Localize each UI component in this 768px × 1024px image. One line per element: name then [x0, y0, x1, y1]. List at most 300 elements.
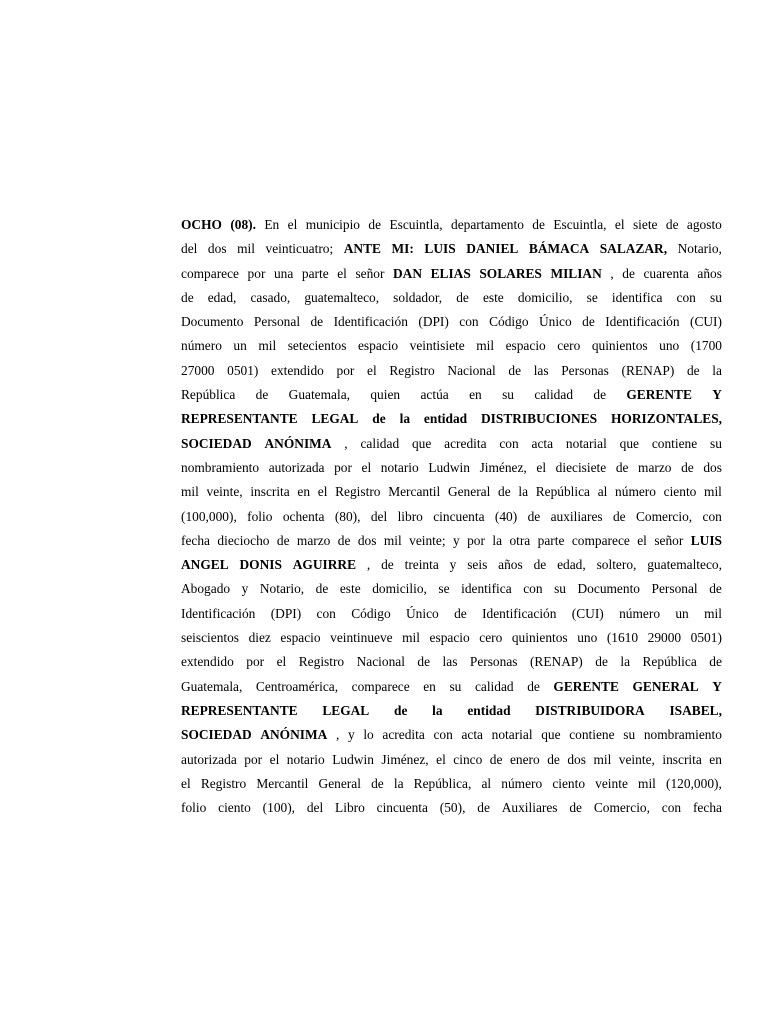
text-line — [181, 213, 722, 237]
word: de — [612, 508, 626, 524]
word: cincuenta — [433, 508, 485, 524]
word: dos — [207, 241, 227, 257]
text-line — [181, 796, 722, 820]
word: (CUI) — [571, 605, 604, 621]
word: Jiménez, — [381, 751, 429, 767]
bold-word: LEGAL — [322, 702, 370, 718]
word: guatemalteco, — [647, 557, 722, 573]
word: Documento — [181, 314, 244, 330]
word: inscrita — [250, 484, 290, 500]
word: comparece — [181, 265, 239, 281]
text-line — [181, 505, 722, 529]
word: mil — [181, 484, 199, 500]
bold-word: Y — [712, 678, 722, 694]
word: la — [518, 484, 529, 500]
text-line — [181, 407, 722, 431]
text-line — [181, 723, 722, 747]
word: de — [582, 314, 595, 330]
word: de — [489, 751, 503, 767]
word: otra — [509, 532, 531, 548]
bold-word: (08). — [230, 217, 256, 232]
word: en — [709, 751, 722, 767]
bold-word: GENERAL — [632, 678, 699, 694]
word: 27000 — [181, 362, 215, 378]
word: con — [459, 314, 479, 330]
word: y — [449, 557, 457, 573]
word: notario — [380, 459, 419, 475]
word: identifica — [611, 289, 663, 305]
word: municipio — [305, 217, 361, 232]
word: del — [306, 800, 324, 816]
word: fecha — [181, 532, 210, 548]
bold-word: ANTE — [343, 241, 381, 257]
word: agosto — [686, 217, 722, 232]
word: Mercantil — [256, 775, 309, 791]
text-line — [181, 237, 722, 261]
word: veinte, — [618, 751, 655, 767]
word: Abogado — [181, 581, 231, 597]
word: cuarenta — [643, 265, 689, 281]
word: este — [339, 581, 361, 597]
text-line — [181, 699, 722, 723]
text-line — [181, 456, 722, 480]
word: uno — [659, 338, 680, 354]
word: actúa — [420, 387, 449, 403]
word: en — [297, 484, 311, 500]
word: (1700 — [690, 338, 722, 354]
word: identifica — [461, 581, 512, 597]
word: parte — [301, 265, 329, 281]
word: la — [393, 775, 404, 791]
word: notarial — [491, 727, 533, 743]
word: uno — [577, 630, 598, 646]
word: veinticuatro; — [265, 241, 334, 257]
word: al — [597, 484, 608, 500]
word: notarial — [565, 435, 607, 451]
word: Único — [538, 314, 572, 330]
text-line — [181, 334, 722, 358]
word: ciento — [552, 775, 586, 791]
word: la — [620, 654, 631, 670]
bold-word: LEGAL — [311, 411, 359, 427]
word: Comercio, — [635, 508, 693, 524]
word: General — [318, 775, 361, 791]
word: de — [371, 775, 384, 791]
word: de — [417, 654, 431, 670]
bold-word: SOLARES — [479, 265, 542, 281]
word: , — [366, 557, 371, 573]
word: las — [533, 362, 549, 378]
word: Personas — [561, 362, 609, 378]
word: de — [276, 532, 290, 548]
word: con — [702, 508, 722, 524]
word: este — [482, 289, 504, 305]
word: espacio — [357, 338, 399, 354]
word: por — [336, 362, 355, 378]
bold-word: de — [394, 702, 408, 718]
word: de — [315, 581, 329, 597]
word: autorizada — [181, 751, 237, 767]
word: 0501) — [227, 362, 259, 378]
word: veintisiete — [409, 338, 465, 354]
word: quinientos — [511, 630, 568, 646]
word: dieciocho — [217, 532, 270, 548]
word: de — [681, 459, 694, 475]
word: (120,000), — [666, 775, 722, 791]
word: Centroamérica, — [255, 678, 339, 694]
word: de — [508, 362, 522, 378]
word: de — [337, 532, 351, 548]
text-line — [181, 675, 722, 699]
word: Nacional — [447, 362, 496, 378]
bold-word: SOCIEDAD — [181, 727, 252, 743]
word: las — [442, 654, 458, 670]
word: , — [344, 435, 348, 451]
bold-word: DAN — [393, 265, 423, 281]
word: domicilio, — [372, 581, 427, 597]
bold-word: DANIEL — [466, 241, 519, 257]
bold-word: entidad — [467, 702, 511, 718]
word: nombramiento — [181, 459, 260, 475]
word: de — [456, 289, 469, 305]
text-line — [181, 602, 722, 626]
word: notario — [286, 751, 325, 767]
word: al — [481, 775, 492, 791]
word: años — [697, 265, 722, 281]
word: (50), — [439, 800, 466, 816]
word: domicilio, — [517, 289, 573, 305]
word: el — [337, 265, 347, 281]
word: de — [532, 217, 545, 232]
word: folio — [181, 800, 207, 816]
word: Escuintla, — [389, 217, 443, 232]
word: número — [501, 775, 543, 791]
word: Identificación — [181, 605, 256, 621]
word: de — [665, 217, 679, 232]
word: (RENAP) — [621, 362, 675, 378]
word: acredita — [382, 727, 425, 743]
bold-word: ANÓNIMA — [260, 727, 328, 743]
text-line — [181, 286, 722, 310]
word: Identificación — [605, 314, 680, 330]
bold-word: REPRESENTANTE — [181, 411, 298, 427]
word: calidad — [474, 678, 514, 694]
word: Registro — [335, 484, 381, 500]
word: autorizada — [268, 459, 325, 475]
word: contiene — [569, 727, 615, 743]
word: con — [523, 581, 543, 597]
bold-word: GERENTE — [553, 678, 619, 694]
word: comparece — [571, 532, 630, 548]
word: 29000 — [647, 630, 682, 646]
word: señor — [355, 265, 385, 281]
word: de — [477, 800, 490, 816]
bold-word: AGUIRRE — [292, 557, 357, 573]
word: se — [586, 289, 598, 305]
bold-word: ELIAS — [430, 265, 471, 281]
bold-word: la — [399, 411, 411, 427]
word: auxiliares — [550, 508, 603, 524]
word: quinientos — [591, 338, 648, 354]
word: del — [370, 508, 388, 524]
word: el — [637, 532, 647, 548]
word: la — [712, 362, 722, 378]
word: con — [316, 605, 336, 621]
word: (CUI) — [690, 314, 722, 330]
word: el — [361, 459, 372, 475]
word: ciento — [663, 484, 697, 500]
word: espacio — [429, 630, 470, 646]
bold-word: ISABEL, — [669, 702, 722, 718]
bold-word: MI: — [391, 241, 414, 257]
word: número — [181, 338, 222, 354]
word: su — [623, 727, 636, 743]
word: dos — [357, 532, 377, 548]
word: casado, — [250, 289, 291, 305]
word: número — [619, 605, 661, 621]
word: seiscientos — [181, 630, 240, 646]
word: su — [502, 387, 514, 403]
word: su — [449, 678, 462, 694]
word: soltero, — [596, 557, 637, 573]
word: (DPI) — [270, 605, 302, 621]
word: veinte; — [409, 532, 446, 548]
word: años — [498, 557, 523, 573]
word: calidad — [534, 387, 574, 403]
text-line — [181, 310, 722, 334]
word: marzo — [638, 459, 672, 475]
bold-word: LUIS — [690, 532, 722, 548]
word: el — [287, 217, 298, 232]
bold-word: de — [372, 411, 386, 427]
word: de — [527, 508, 541, 524]
word: de — [527, 678, 540, 694]
word: Registro — [298, 654, 345, 670]
word: su — [710, 435, 722, 451]
text-line — [181, 480, 722, 504]
word: mil — [593, 751, 612, 767]
word: libro — [397, 508, 423, 524]
word: de — [686, 362, 700, 378]
word: Notario, — [259, 581, 305, 597]
word: el — [536, 459, 547, 475]
word: en — [423, 678, 436, 694]
word: veinte — [595, 775, 628, 791]
word: República — [642, 654, 697, 670]
word: veintinueve — [330, 630, 393, 646]
word: de — [709, 581, 722, 597]
word: (RENAP) — [529, 654, 583, 670]
text-line — [181, 432, 722, 456]
word: (1610 — [606, 630, 639, 646]
word: por — [467, 532, 485, 548]
word: acta — [461, 727, 483, 743]
word: Jiménez, — [479, 459, 527, 475]
word: se — [438, 581, 450, 597]
word: un — [675, 605, 689, 621]
word: el — [436, 751, 446, 767]
word: de — [622, 265, 635, 281]
word: su — [554, 581, 566, 597]
text-line — [181, 748, 722, 772]
word: contiene — [651, 435, 698, 451]
word: de — [310, 314, 324, 330]
text-line — [181, 577, 722, 601]
word: Nacional — [356, 654, 405, 670]
word: diecisiete — [555, 459, 607, 475]
word: Notario, — [677, 241, 722, 257]
word: nombramiento — [643, 727, 722, 743]
word: con — [433, 727, 453, 743]
word: diez — [248, 630, 271, 646]
word: Identificación — [333, 314, 408, 330]
word: Registro — [200, 775, 247, 791]
word: de — [595, 654, 608, 670]
word: mil — [704, 605, 722, 621]
word: mil — [258, 338, 277, 354]
word: mil — [383, 532, 402, 548]
bold-word: REPRESENTANTE — [181, 702, 298, 718]
word: República, — [413, 775, 472, 791]
word: de — [498, 484, 511, 500]
word: mil — [402, 630, 420, 646]
word: (80), — [334, 508, 361, 524]
word: calidad — [360, 435, 400, 451]
word: de — [381, 557, 394, 573]
word: de — [368, 217, 382, 232]
word: una — [273, 265, 294, 281]
word: mil — [237, 241, 255, 257]
word: comparece — [351, 678, 410, 694]
word: Ludwin — [428, 459, 470, 475]
word: guatemalteco, — [304, 289, 380, 305]
word: acta — [531, 435, 554, 451]
word: extendido — [271, 362, 324, 378]
word: Registro — [389, 362, 435, 378]
word: departamento — [451, 217, 524, 232]
word: cero — [557, 338, 581, 354]
word: acredita — [444, 435, 487, 451]
bold-word: Y — [712, 387, 722, 403]
word: Identificación — [482, 605, 557, 621]
word: República — [535, 484, 590, 500]
word: de — [709, 654, 722, 670]
word: veinte, — [206, 484, 243, 500]
bold-word: DISTRIBUCIONES — [481, 411, 598, 427]
word: Ludwin — [332, 751, 374, 767]
bold-word: la — [432, 702, 443, 718]
bold-word: SALAZAR, — [599, 241, 668, 257]
word: extendido — [181, 654, 234, 670]
word: Auxiliares — [501, 800, 558, 816]
word: por — [246, 654, 265, 670]
word: en — [469, 387, 482, 403]
word: seis — [467, 557, 488, 573]
word: un — [233, 338, 247, 354]
word: el — [269, 751, 280, 767]
word: edad, — [207, 289, 237, 305]
word: treinta — [404, 557, 439, 573]
bold-word: DISTRIBUIDORA — [535, 702, 645, 718]
word: y — [347, 727, 355, 743]
word: Personas — [469, 654, 518, 670]
word: ciento — [218, 800, 251, 816]
word: por — [247, 265, 266, 281]
word: cero — [479, 630, 503, 646]
word: de — [615, 459, 629, 475]
word: de — [533, 557, 547, 573]
word: de — [547, 751, 560, 767]
text-line — [181, 626, 722, 650]
word: que — [411, 435, 432, 451]
word: la — [492, 532, 503, 548]
word: el — [367, 362, 377, 378]
word: con — [499, 435, 519, 451]
bold-word: HORIZONTALES, — [611, 411, 722, 427]
bold-word: LUIS — [424, 241, 456, 257]
word: de — [454, 605, 467, 621]
word: General — [447, 484, 491, 500]
bold-word: BÁMACA — [528, 241, 590, 257]
word: Personal — [651, 581, 698, 597]
word: Código — [351, 605, 391, 621]
word: Libro — [335, 800, 365, 816]
word: quien — [370, 387, 401, 403]
word: y — [241, 581, 249, 597]
word: el — [317, 484, 328, 500]
text-line — [181, 359, 722, 383]
word: , — [610, 265, 614, 281]
bold-word: DONIS — [239, 557, 282, 573]
word: mil — [476, 338, 495, 354]
text-line — [181, 262, 722, 286]
word: cincuenta — [376, 800, 428, 816]
word: de — [255, 387, 269, 403]
word: y — [452, 532, 460, 548]
word: (100,000), — [181, 508, 237, 524]
bold-word: ANGEL — [181, 557, 229, 573]
word: enero — [509, 751, 540, 767]
text-line — [181, 772, 722, 796]
word: número — [615, 484, 656, 500]
word: Comercio, — [593, 800, 650, 816]
bold-word: MILIAN — [550, 265, 602, 281]
word: República — [181, 387, 236, 403]
word: espacio — [505, 338, 546, 354]
word: el — [614, 217, 625, 232]
word: Guatemala, — [288, 387, 350, 403]
bold-word: SOCIEDAD — [181, 435, 252, 451]
word: marzo — [296, 532, 331, 548]
word: folio — [247, 508, 273, 524]
word: de — [593, 387, 607, 403]
word: , — [335, 727, 340, 743]
word: con — [676, 289, 696, 305]
word: por — [244, 751, 263, 767]
word: inscrita — [662, 751, 702, 767]
word: ochenta — [282, 508, 325, 524]
word: Código — [489, 314, 529, 330]
word: señor — [654, 532, 684, 548]
word: espacio — [280, 630, 321, 646]
text-line — [181, 529, 722, 553]
word: el — [276, 654, 287, 670]
word: parte — [537, 532, 565, 548]
word: el — [181, 775, 191, 791]
word: dos — [703, 459, 722, 475]
word: setecientos — [287, 338, 347, 354]
word: que — [619, 435, 639, 451]
